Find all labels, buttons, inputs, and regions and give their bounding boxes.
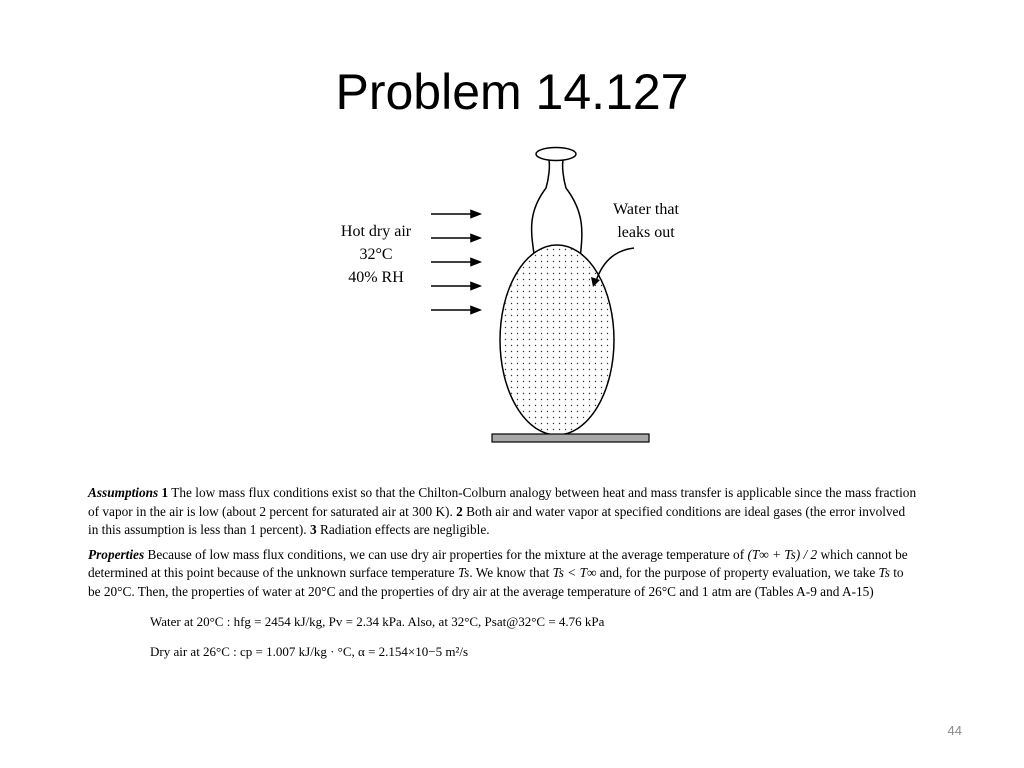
- jar: [500, 148, 614, 436]
- slide-title: Problem 14.127: [335, 64, 689, 120]
- solution-text: [88, 484, 918, 667]
- leak-arrow: [591, 248, 634, 287]
- assumptions-paragraph: Assumptions 1 The low mass flux conditions exist so that the Chilton-Colburn analogy between heat and mass transfer is applicable since the mass fraction of vapor in the air is low (about 2 percent for saturated air at 300 K). 2 Both air and water vapor at specified conditions are ideal gases (the error involved in this assumption is less than 1 percent). 3 Radiation effects are negligible.: [88, 485, 917, 537]
- figure-water-jar: [300, 140, 720, 450]
- air-flow-arrows: [431, 211, 480, 314]
- base-plate: [492, 434, 649, 442]
- properties-paragraph: Properties Because of low mass flux conditions, we can use dry air properties for the mixture at the average temperature of (T∞ + Ts) / 2 which cannot be determined at this point because of the unknown surface temperature Ts. We know that Ts < T∞ and, for the purpose of property evaluation, we take Ts to be 20°C. Then, the properties of water at 20°C and the properties of dry air at the average temperature of 26°C and 1 atm are (Tables A-9 and A-15): [88, 546, 908, 599]
- leak-label: Water that leaks out: [613, 201, 679, 241]
- air-label: Hot dry air 32°C 40% RH: [340, 223, 412, 286]
- air-properties-equation: Dry air at 26°C : cp = 1.007 kJ/kg · °C, α = 2.154×10−5 m²/s: [150, 644, 468, 659]
- figure-drawing: [300, 140, 720, 450]
- water-properties-equation: Water at 20°C : hfg = 2454 kJ/kg, Pv = 2.34 kPa. Also, at 32°C, Psat@32°C = 4.76 kPa: [150, 614, 605, 629]
- page-number: 44: [947, 723, 962, 738]
